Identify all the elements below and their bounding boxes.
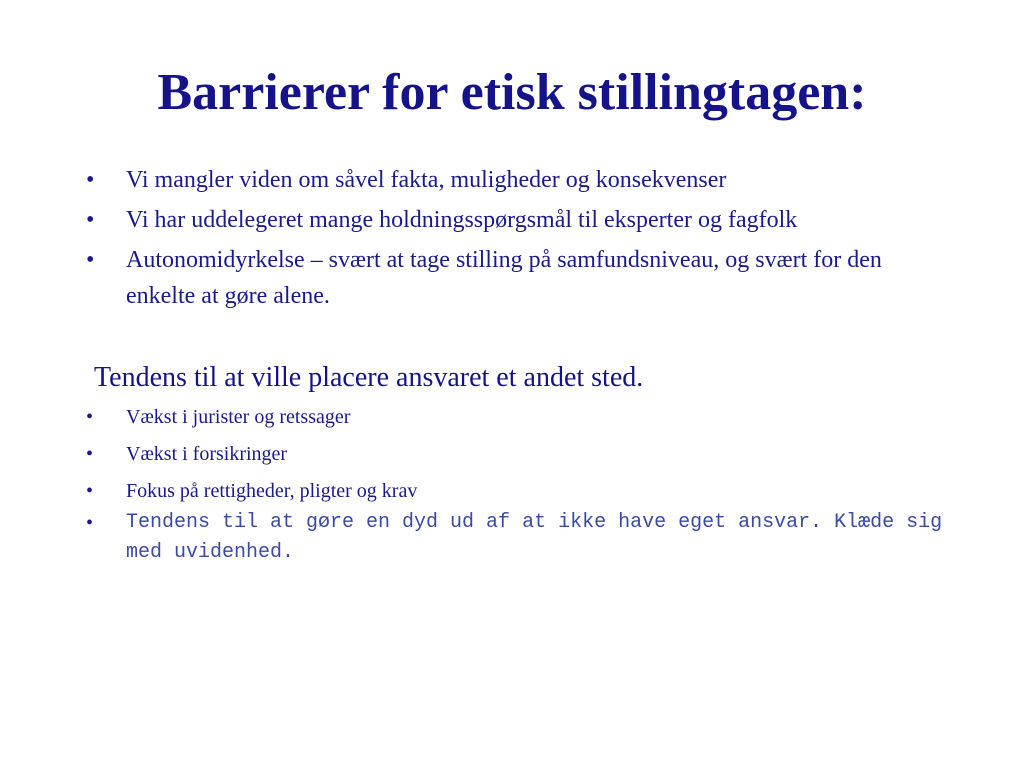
list-item-text: Vi mangler viden om såvel fakta, muligheder og konsekvenser — [126, 167, 727, 193]
list-item-text: Autonomidyrkelse – svært at tage stilling på samfundsniveau, og svært for den enkelte at gøre alene. — [126, 247, 882, 309]
list-item-text: Vækst i forsikringer — [126, 443, 288, 465]
bullet-icon: • — [86, 443, 94, 465]
list-item — [86, 403, 956, 432]
bullet-icon: • — [86, 247, 95, 273]
list-item — [86, 477, 956, 506]
bullet-icon: • — [86, 512, 94, 534]
section-subheading: Tendens til at ville placere ansvaret et andet sted. — [94, 362, 644, 393]
secondary-bullet-list — [86, 403, 956, 576]
list-item — [86, 508, 956, 568]
list-item — [86, 242, 956, 314]
list-item-text: Fokus på rettigheder, pligter og krav — [126, 480, 418, 502]
bullet-icon: • — [86, 207, 95, 233]
bullet-icon: • — [86, 167, 95, 193]
list-item-text: Vækst i jurister og retssager — [126, 406, 351, 428]
list-item-text: Vi har uddelegeret mange holdningsspørgsmål til eksperter og fagfolk — [126, 207, 798, 233]
list-item — [86, 162, 956, 198]
bullet-icon: • — [86, 480, 94, 502]
bullet-icon: • — [86, 406, 94, 428]
primary-bullet-list — [86, 162, 956, 318]
list-item-text: Tendens til at gøre en dyd ud af at ikke have eget ansvar. Klæde sig med uvidenhed. — [126, 511, 943, 564]
slide-title: Barrierer for etisk stillingtagen: — [157, 64, 867, 121]
list-item — [86, 202, 956, 238]
list-item — [86, 440, 956, 469]
